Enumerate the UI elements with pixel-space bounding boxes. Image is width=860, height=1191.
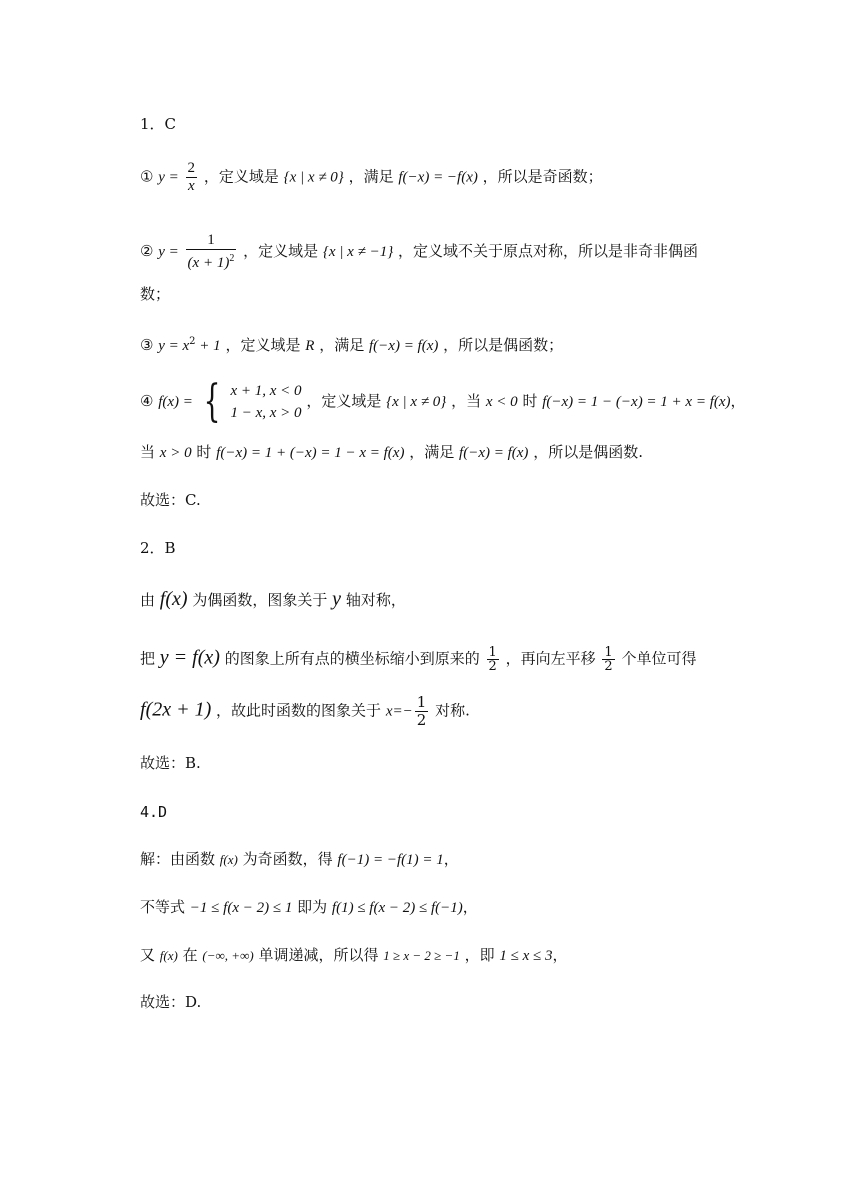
q1-i4-f: f(x) =	[158, 394, 193, 410]
q4-answer-label: 4.D	[140, 803, 168, 821]
frac-num: 1	[416, 693, 427, 711]
q1-item-1	[140, 160, 603, 195]
q1-i4-eq2: f(−x) = 1 + (−x) = 1 − x = f(x)	[216, 445, 405, 461]
q4-line-1	[140, 848, 459, 871]
q4-l3-text-d: ，即	[464, 946, 495, 964]
q4-l1-eq: f(−1) = −f(1) = 1	[337, 852, 444, 868]
q4-l2-ineq: −1 ≤ f(x − 2) ≤ 1	[189, 900, 293, 916]
circle-2: ②	[140, 242, 154, 260]
q4-l1-text-b: 为奇函数，得	[242, 850, 333, 868]
q1-i4-cond2: x > 0	[159, 445, 192, 461]
q2-l2-text-b: 的图象上所有点的横坐标缩小到原来的	[224, 649, 480, 668]
q1-i4-eq1: f(−x) = 1 − (−x) = 1 + x = f(x)	[542, 394, 731, 410]
frac-den: 2	[604, 659, 613, 674]
q1-item-3	[140, 331, 563, 357]
q2-l2-fraction-1	[487, 646, 499, 673]
q1-i2-fraction	[186, 232, 237, 272]
frac-num: 1	[604, 645, 613, 660]
q4-l3-result: 1 ≤ x ≤ 3	[499, 948, 553, 964]
q2-line-2	[140, 646, 696, 673]
q2-answer: 故选：B.	[140, 754, 201, 772]
q2-l3-fraction	[415, 694, 429, 729]
frac-den	[186, 249, 237, 272]
frac-num: 2	[187, 160, 196, 176]
q1-answer-label: 1．C	[140, 115, 177, 133]
q1-answer: 故选：C.	[140, 491, 201, 509]
q4-line-2	[140, 896, 478, 919]
q1-i3-eq: f(−x) = f(x)	[369, 338, 439, 354]
q1-i4-cond1: x < 0	[485, 394, 518, 410]
frac-den-exp: 2	[229, 253, 235, 264]
q4-l3-text-e: ，	[552, 946, 568, 964]
q2-l1-f: f	[159, 588, 166, 610]
q1-item-2	[140, 232, 698, 272]
q2-l2-text-d: 个单位可得	[621, 649, 697, 668]
case-2: 1 − x, x > 0	[230, 405, 302, 421]
q4-line-3	[140, 944, 568, 967]
q1-i1-text-b: ，满足	[348, 167, 394, 186]
q1-i3-exp: 2	[189, 336, 196, 347]
q1-i3-text-c: ，所以是偶函数；	[443, 336, 564, 354]
circle-3: ③	[140, 336, 154, 354]
q2-answer-label: 2．B	[140, 539, 176, 557]
q2-l2-text-a: 把	[140, 649, 156, 668]
q2-l1-text-c: 轴对称，	[345, 591, 406, 609]
q1-i3-y: y = x	[158, 338, 190, 354]
q4-l3-text-c: 单调递减，所以得	[258, 946, 379, 964]
q2-l1-paren: (x)	[165, 588, 188, 610]
q1-i4-text-e: 当	[140, 443, 156, 461]
q1-item-4-cont	[140, 441, 643, 464]
q1-i4-text-b: ，当	[451, 392, 482, 410]
q2-l3-text-a: ，故此时函数的图象关于	[216, 701, 382, 720]
q4-l2-text-b: 即为	[297, 898, 328, 916]
q1-i4-text-h: ，所以是偶函数.	[533, 443, 643, 461]
q1-i1-fraction	[186, 160, 198, 195]
q2-line-3	[140, 694, 470, 729]
q1-i4-set: {x | x ≠ 0}	[386, 394, 447, 410]
q1-i3-text-a: ，定义域是	[225, 336, 301, 354]
q4-l1-text-c: ，	[443, 850, 459, 868]
q4-l3-text-a: 又	[140, 946, 156, 964]
q4-answer: 故选：D.	[140, 993, 202, 1011]
frac-num: 1	[207, 232, 215, 248]
q4-l3-fx: f(x)	[159, 948, 178, 963]
q1-i3-y2: + 1	[195, 338, 221, 354]
q2-l2-fraction-2	[602, 646, 614, 673]
frac-den: 2	[488, 659, 497, 674]
q1-i1-eq: f(−x) = −f(x)	[398, 169, 478, 186]
q2-l1-y: y	[332, 588, 342, 610]
q4-l2-text-c: ，	[462, 898, 478, 916]
q1-i1-text-a: ，定义域是	[203, 167, 279, 186]
q2-l2-eq: y = f	[159, 646, 198, 669]
q1-item-4	[140, 376, 746, 427]
circle-4: ④	[140, 392, 154, 410]
q1-i1-text-c: ，所以是奇函数；	[482, 167, 603, 186]
q2-l1-text-a: 由	[140, 591, 156, 609]
q1-i4-eq3: f(−x) = f(x)	[459, 445, 529, 461]
frac-den: 2	[416, 711, 427, 729]
q2-l3-f: f	[140, 698, 146, 721]
q1-i3-R: R	[305, 338, 315, 354]
q1-i2-text-a: ，定义域是	[243, 242, 319, 260]
q1-i1-y: y =	[158, 169, 179, 186]
q2-l3-x: x=−	[385, 703, 413, 720]
frac-num: 1	[488, 645, 497, 660]
q1-i2-y: y =	[158, 244, 179, 260]
q1-i1-set: {x | x ≠ 0}	[283, 169, 344, 186]
case-1: x + 1, x < 0	[230, 383, 302, 399]
q1-item-2-cont: 数；	[140, 285, 171, 303]
q4-l2-ineq2: f(1) ≤ f(x − 2) ≤ f(−1)	[331, 900, 463, 916]
q1-i4-text-c: 时	[522, 392, 538, 410]
q1-i3-text-b: ，满足	[319, 336, 365, 354]
q1-i2-text-b: ，定义域不关于原点对称，所以是非奇非偶函	[397, 242, 698, 260]
q1-i4-text-a: ，定义域是	[306, 392, 382, 410]
q2-l1-text-b: 为偶函数，图象关于	[192, 591, 328, 609]
q1-i4-text-f: 时	[196, 443, 212, 461]
q4-l3-interval: (−∞, +∞)	[202, 948, 254, 963]
q4-l3-text-b: 在	[182, 946, 198, 964]
left-brace-icon: {	[203, 376, 221, 427]
q4-l3-ineq: 1 ≥ x − 2 ≥ −1	[383, 948, 460, 963]
frac-den-base: (x + 1)	[187, 255, 230, 271]
q1-i4-text-d: ，	[730, 392, 746, 410]
q2-l3-paren: (2x + 1)	[145, 698, 212, 721]
q4-l1-text-a: 解：由函数	[140, 850, 216, 868]
q1-i4-cases	[230, 380, 301, 424]
q2-l2-text-c: ，再向左平移	[505, 649, 596, 668]
q2-l3-text-b: 对称.	[435, 701, 470, 720]
q1-i4-text-g: ，满足	[409, 443, 455, 461]
q2-line-1	[140, 588, 406, 611]
frac-den: x	[186, 177, 198, 195]
circle-1: ①	[140, 167, 154, 186]
q1-i2-set: {x | x ≠ −1}	[322, 244, 394, 260]
q2-l2-paren: (x)	[197, 646, 220, 669]
q4-l2-text-a: 不等式	[140, 898, 186, 916]
q4-l1-fx: f(x)	[219, 852, 238, 867]
